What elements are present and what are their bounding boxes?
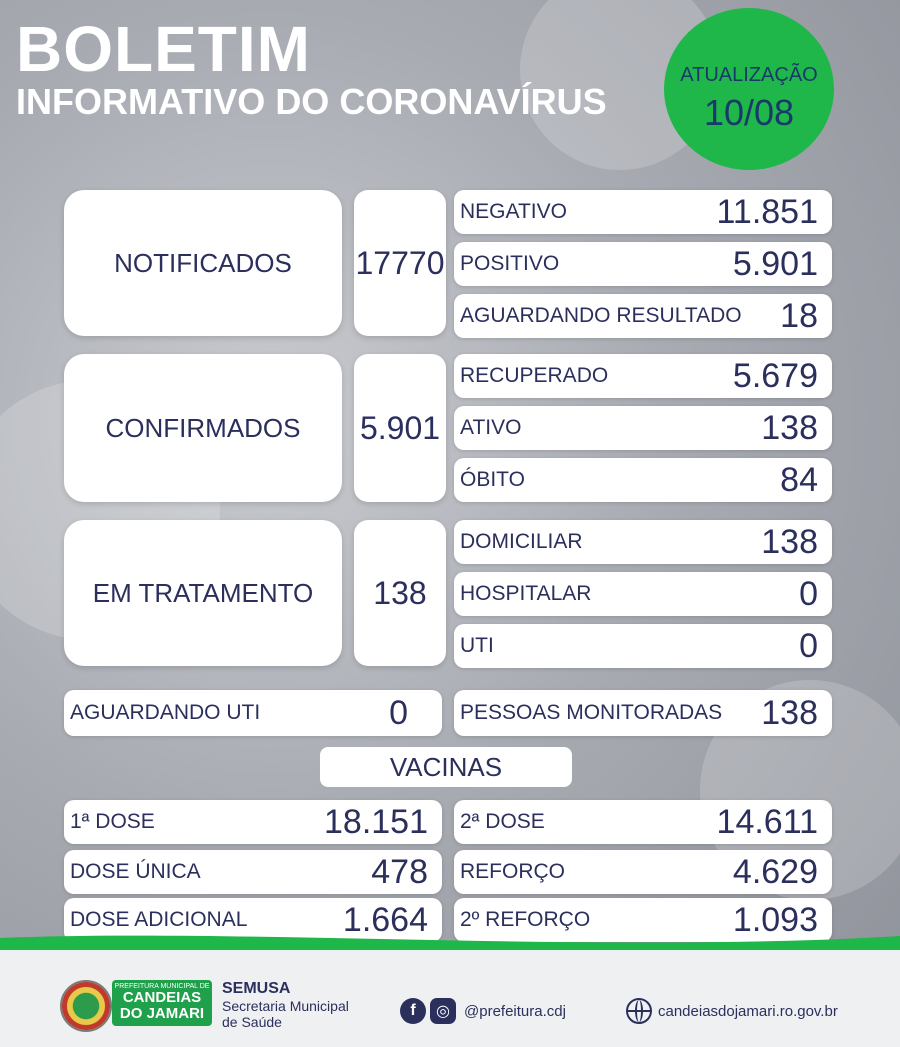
row-recuperado bbox=[454, 354, 832, 398]
confirmados-total: 5.901 bbox=[359, 409, 441, 446]
update-label: ATUALIZAÇÃO bbox=[680, 64, 818, 86]
municipal-seal-icon bbox=[60, 980, 112, 1032]
row-label: UTI bbox=[460, 634, 494, 657]
row-segunda-dose bbox=[454, 800, 832, 844]
confirmados-label-box bbox=[64, 354, 342, 502]
row-label: REFORÇO bbox=[460, 860, 565, 883]
social-handle[interactable]: @prefeitura.cdj bbox=[464, 1002, 566, 1020]
row-label: RECUPERADO bbox=[460, 364, 609, 387]
logo-small-text: PREFEITURA MUNICIPAL DE bbox=[114, 983, 210, 990]
row-value: 84 bbox=[780, 460, 818, 499]
row-label: 2º REFORÇO bbox=[460, 908, 591, 931]
row-label: NEGATIVO bbox=[460, 200, 567, 223]
row-label: 1ª DOSE bbox=[70, 810, 155, 833]
row-primeira-dose bbox=[64, 800, 442, 844]
website-link[interactable] bbox=[626, 998, 838, 1024]
row-label: 2ª DOSE bbox=[460, 810, 545, 833]
notificados-label-box bbox=[64, 190, 342, 336]
row-label: HOSPITALAR bbox=[460, 582, 592, 605]
row-value: 138 bbox=[761, 693, 818, 732]
row-aguardando-uti bbox=[64, 690, 442, 736]
globe-icon bbox=[626, 998, 652, 1024]
row-value: 0 bbox=[389, 693, 408, 732]
row-uti bbox=[454, 624, 832, 668]
vacinas-title bbox=[320, 747, 572, 787]
row-value: 5.679 bbox=[732, 356, 818, 395]
row-label: DOSE ADICIONAL bbox=[70, 908, 248, 931]
logo-line2: DO JAMARI bbox=[119, 1005, 205, 1022]
social-links bbox=[400, 998, 566, 1024]
row-value: 11.851 bbox=[716, 192, 818, 231]
row-positivo bbox=[454, 242, 832, 286]
confirmados-label: CONFIRMADOS bbox=[105, 412, 301, 443]
row-value: 1.093 bbox=[732, 900, 818, 939]
semusa-desc1: Secretaria Municipal bbox=[222, 998, 349, 1014]
row-pessoas-monitoradas bbox=[454, 690, 832, 736]
notificados-label: NOTIFICADOS bbox=[114, 247, 292, 278]
instagram-icon[interactable]: ◎ bbox=[430, 998, 456, 1024]
row-value: 5.901 bbox=[732, 244, 818, 283]
tratamento-label-box bbox=[64, 520, 342, 666]
row-negativo bbox=[454, 190, 832, 234]
row-label: ÓBITO bbox=[460, 468, 525, 491]
page-subtitle: INFORMATIVO DO CORONAVÍRUS bbox=[16, 81, 607, 122]
semusa-name: SEMUSA bbox=[222, 980, 291, 997]
row-value: 4.629 bbox=[732, 852, 818, 891]
row-label: DOMICILIAR bbox=[460, 530, 583, 553]
row-obito bbox=[454, 458, 832, 502]
semusa-desc2: de Saúde bbox=[222, 1014, 282, 1030]
facebook-icon[interactable]: f bbox=[400, 998, 426, 1024]
row-label: PESSOAS MONITORADAS bbox=[460, 701, 723, 724]
row-reforco bbox=[454, 850, 832, 894]
row-dose-unica bbox=[64, 850, 442, 894]
update-badge bbox=[664, 8, 834, 170]
row-domiciliar bbox=[454, 520, 832, 564]
row-value: 0 bbox=[799, 626, 818, 665]
prefeitura-logo bbox=[112, 980, 212, 1026]
confirmados-total-box bbox=[354, 354, 446, 502]
tratamento-total-box bbox=[354, 520, 446, 666]
row-value: 1.664 bbox=[342, 900, 428, 939]
tratamento-total: 138 bbox=[373, 574, 427, 611]
row-label: AGUARDANDO RESULTADO bbox=[460, 304, 742, 327]
row-value: 478 bbox=[371, 852, 428, 891]
semusa-block bbox=[222, 980, 349, 1030]
vacinas-title-text: VACINAS bbox=[389, 751, 503, 782]
website-url[interactable]: candeiasdojamari.ro.gov.br bbox=[658, 1002, 838, 1020]
row-value: 0 bbox=[799, 574, 818, 613]
row-label: POSITIVO bbox=[460, 252, 560, 275]
row-value: 138 bbox=[761, 522, 818, 561]
row-value: 18.151 bbox=[324, 802, 428, 841]
row-ativo bbox=[454, 406, 832, 450]
tratamento-label: EM TRATAMENTO bbox=[92, 577, 314, 608]
row-value: 138 bbox=[761, 408, 818, 447]
page-title: BOLETIM bbox=[16, 13, 311, 85]
row-label: AGUARDANDO UTI bbox=[70, 701, 261, 724]
row-label: DOSE ÚNICA bbox=[70, 860, 201, 883]
row-aguardando-resultado bbox=[454, 294, 832, 338]
row-value: 14.611 bbox=[716, 802, 818, 841]
update-date: 10/08 bbox=[703, 92, 795, 133]
logo-line1: CANDEIAS bbox=[122, 989, 202, 1006]
notificados-total: 17770 bbox=[355, 244, 445, 281]
row-label: ATIVO bbox=[460, 416, 522, 439]
notificados-total-box bbox=[354, 190, 446, 336]
row-value: 18 bbox=[780, 296, 818, 335]
row-hospitalar bbox=[454, 572, 832, 616]
